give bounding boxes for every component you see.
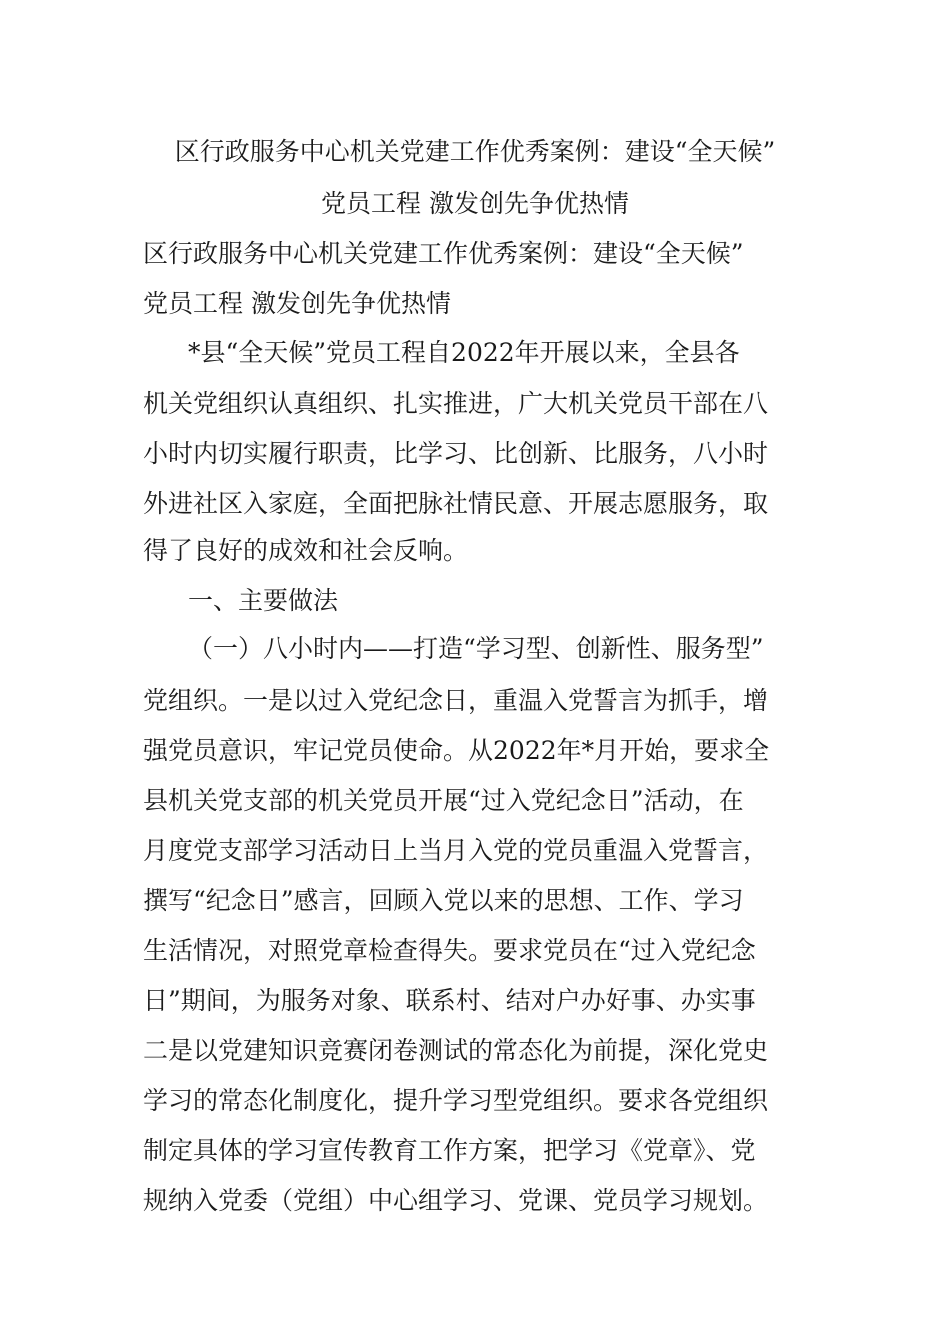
body-line: 月度党支部学习活动日上当月入党的党员重温入党誓言， — [143, 836, 769, 865]
subsection-heading: （一）八小时内——打造“学习型、创新性、服务型” — [188, 634, 764, 663]
document-title-line-1: 区行政服务中心机关党建工作优秀案例：建设“全天候” — [174, 137, 776, 166]
body-line: 制定具体的学习宣传教育工作方案，把学习《党章》、党 — [143, 1136, 756, 1165]
body-line: 学习的常态化制度化，提升学习型党组织。要求各党组织 — [143, 1086, 769, 1115]
section-heading: 一、主要做法 — [188, 586, 339, 615]
body-line: 强党员意识，牢记党员使命。从2022年*月开始，要求全 — [143, 736, 770, 765]
body-line: *县“全天候”党员工程自2022年开展以来，全县各 — [188, 338, 740, 367]
body-line: 县机关党支部的机关党员开展“过入党纪念日”活动，在 — [143, 786, 744, 815]
body-line: 生活情况，对照党章检查得失。要求党员在“过入党纪念 — [143, 936, 756, 965]
body-line: 规纳入党委（党组）中心组学习、党课、党员学习规划。 — [143, 1186, 769, 1215]
body-line: 撰写“纪念日”感言，回顾入党以来的思想、工作、学习 — [143, 886, 744, 915]
body-line: 外进社区入家庭，全面把脉社情民意、开展志愿服务，取 — [143, 489, 769, 518]
document-title-line-2: 党员工程 激发创先争优热情 — [321, 189, 629, 218]
body-line: 党组织。一是以过入党纪念日，重温入党誓言为抓手，增 — [143, 686, 769, 715]
body-line: 小时内切实履行职责，比学习、比创新、比服务，八小时 — [143, 439, 769, 468]
body-line: 得了良好的成效和社会反响。 — [143, 536, 469, 565]
body-line: 机关党组织认真组织、扎实推进，广大机关党员干部在八 — [143, 389, 769, 418]
body-line: 区行政服务中心机关党建工作优秀案例：建设“全天候” — [143, 239, 744, 268]
body-line: 二是以党建知识竞赛闭卷测试的常态化为前提，深化党史 — [143, 1036, 769, 1065]
body-line: 日”期间，为服务对象、联系村、结对户办好事、办实事 — [143, 986, 756, 1015]
body-line: 党员工程 激发创先争优热情 — [143, 289, 451, 318]
